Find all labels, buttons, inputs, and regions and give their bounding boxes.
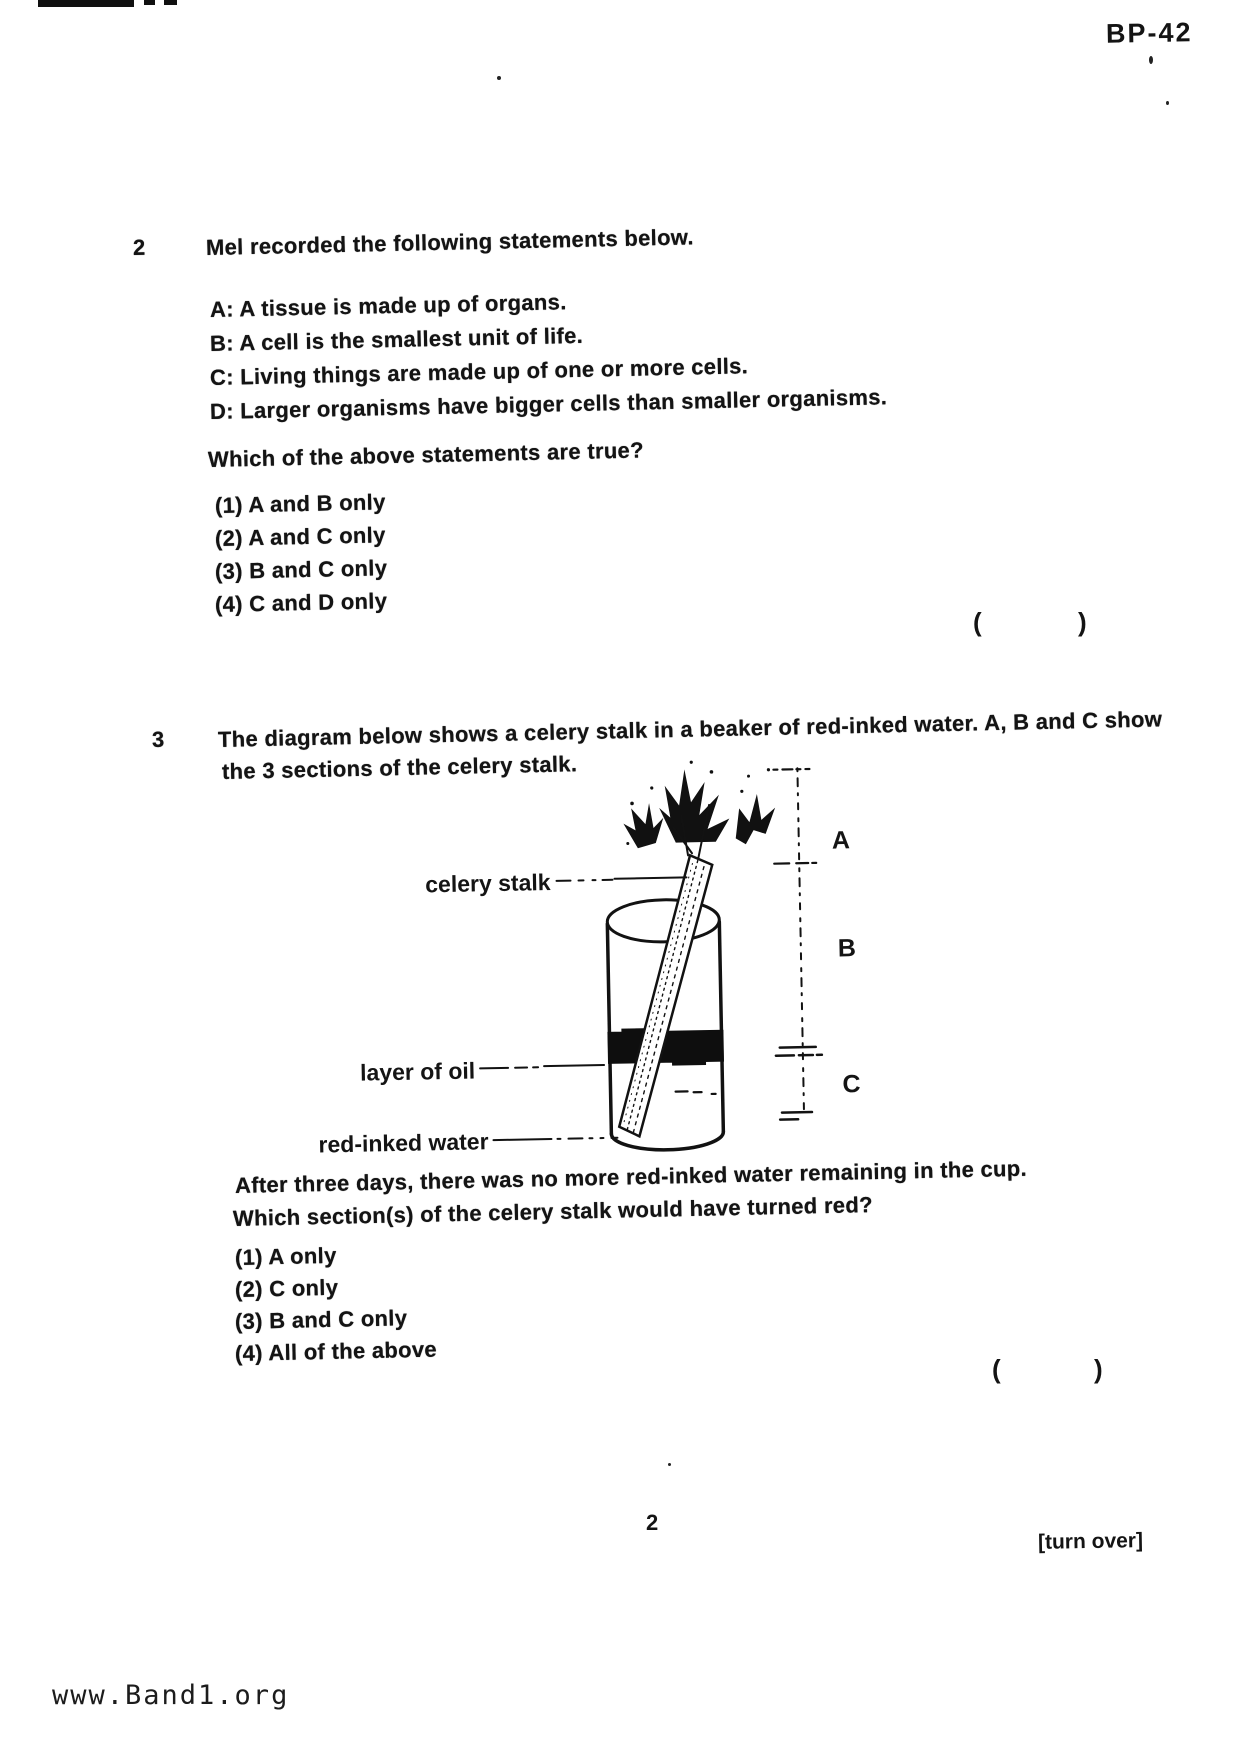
q2-statement-c: C: Living things are made up of one or more cells. — [209, 353, 749, 390]
scan-artifact-dot — [144, 0, 155, 5]
q3-answer-bracket-open: ( — [992, 1354, 1001, 1384]
layer-of-oil-label: layer of oil — [359, 1057, 476, 1086]
q2-answer-bracket-close: ) — [1078, 607, 1087, 637]
q2-option-1: (1) A and B only — [214, 489, 386, 518]
q3-number: 3 — [151, 726, 165, 752]
celery-stalk — [614, 855, 717, 1137]
celery-stalk-label: celery stalk — [424, 868, 551, 898]
q3-question-line1: After three days, there was no more red-inked water remaining in the cup. — [234, 1155, 1028, 1198]
q2-statement-b: B: A cell is the smallest unit of life. — [209, 322, 584, 356]
q3-question-line2: Which section(s) of the celery stalk would have turned red? — [232, 1192, 874, 1231]
red-inked-water-label: red-inked water — [318, 1128, 489, 1158]
section-letter-b: B — [837, 934, 857, 963]
label-celery-stalk — [425, 866, 687, 897]
scan-artifact-bar — [38, 0, 134, 7]
page-number: 2 — [646, 1510, 659, 1535]
q3-prompt-line2: the 3 sections of the celery stalk. — [221, 751, 578, 784]
q2-option-2: (2) A and C only — [214, 522, 386, 551]
label-red-inked-water — [318, 1126, 617, 1158]
ink-speck — [1149, 56, 1153, 64]
celery-beaker-diagram — [286, 744, 874, 1167]
doc-code: BP-42 — [1105, 17, 1193, 49]
section-letter-a: A — [831, 826, 851, 855]
q3-option-2: (2) C only — [234, 1274, 339, 1302]
q2-question: Which of the above statements are true? — [207, 437, 645, 472]
q3-answer-bracket-close: ) — [1094, 1354, 1103, 1384]
celery-leaves — [622, 759, 776, 860]
section-divider-line — [767, 767, 823, 1119]
q2-answer-bracket-open: ( — [973, 607, 982, 637]
ink-speck — [1166, 101, 1169, 105]
q3-option-4: (4) All of the above — [234, 1336, 438, 1366]
section-letters — [832, 826, 861, 1098]
q2-statement-d: D: Larger organisms have bigger cells than smaller organisms. — [209, 384, 888, 424]
ink-speck — [497, 76, 501, 80]
q2-option-3: (3) B and C only — [214, 555, 388, 584]
section-letter-c: C — [842, 1070, 861, 1099]
q2-option-4: (4) C and D only — [214, 588, 388, 617]
water-marks — [676, 1091, 716, 1095]
q3-option-3: (3) B and C only — [234, 1305, 408, 1334]
q2-number: 2 — [132, 234, 146, 260]
turn-over-note: [turn over] — [1037, 1529, 1144, 1554]
watermark: www.Band1.org — [52, 1680, 290, 1711]
label-layer-of-oil — [360, 1055, 605, 1086]
q2-prompt: Mel recorded the following statements below. — [205, 224, 695, 260]
q3-prompt-line1: The diagram below shows a celery stalk in a beaker of red-inked water. A, B and C show — [217, 706, 1163, 752]
q3-option-1: (1) A only — [234, 1242, 337, 1270]
q2-statement-a: A: A tissue is made up of organs. — [209, 289, 567, 322]
ink-speck — [668, 1463, 671, 1466]
scan-artifact-dot — [164, 0, 177, 5]
